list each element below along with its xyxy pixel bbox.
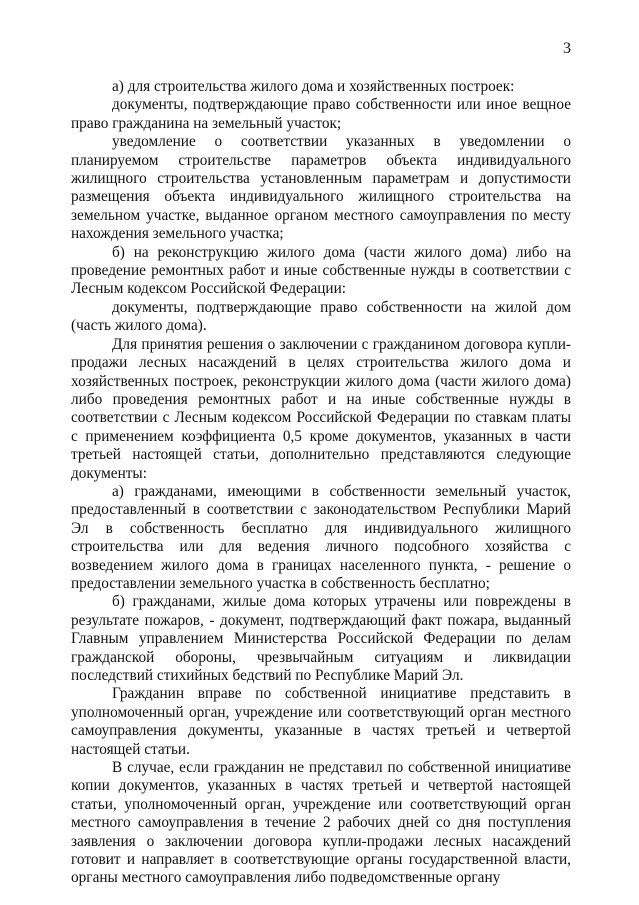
page-number: 3	[563, 40, 571, 57]
document-body	[71, 78, 571, 888]
paragraph-decision-requirements: Для принятия решения о заключении с гражданином договора купли-продажи лесных насаждений в целях строительства жилого дома и хозяйственных построек, реконструкции жилого дома (части жилого дома) либо проведения ремонтных работ и на иные собственные нужды в соответствии с Лесным кодексом Российской Федерации по ставкам платы с применением коэффициента 0,5 кроме документов, указанных в части третьей настоящей статьи, дополнительно представляются следующие документы:	[71, 335, 571, 482]
paragraph-land-ownership-documents: документы, подтверждающие право собственности или иное вещное право гражданина на земельный участок;	[71, 96, 571, 132]
paragraph-house-ownership-documents: документы, подтверждающие право собственности на жилой дом (часть жилого дома).	[71, 298, 571, 335]
paragraph-reconstruction-header: б) на реконструкцию жилого дома (части жилого дома) либо на проведение ремонтных работ и иные собственные нужды в соответствии с Лесным кодексом Российской Федерации:	[71, 243, 571, 298]
paragraph-interagency-request: В случае, если гражданин не представил по собственной инициативе копии документов, указанных в частях третьей и четвертой настоящей статьи, уполномоченный орган, учреждение или соответствующий орган местного самоуправления в течение 2 рабочих дней со дня поступления заявления о заключении договора купли-продажи лесных насаждений готовит и направляет в соответствующие органы государственной власти, органы местного самоуправления либо подведомственные органу	[71, 759, 571, 887]
paragraph-citizen-initiative: Гражданин вправе по собственной инициативе представить в уполномоченный орган, учреждение или соответствующий орган местного самоуправления документы, указанные в частях третьей и четвертой настоящей статьи.	[71, 685, 571, 758]
paragraph-land-plot-owners: а) гражданами, имеющими в собственности земельный участок, предоставленный в соответствии с законодательством Республики Марий Эл в собственность бесплатно для индивидуального жилищного строительства или для ведения личного подсобного хозяйства с возведением жилого дома в границах населенного пункта, - решение о предоставлении земельного участка в собственность бесплатно;	[71, 482, 571, 592]
paragraph-construction-notification: уведомление о соответствии указанных в уведомлении о планируемом строительстве параметров объекта индивидуального жилищного строительства установленным параметрам и допустимости размещения объекта индивидуального жилищного строительства на земельном участке, выданное органом местного самоуправления по месту нахождения земельного участка;	[71, 133, 571, 243]
paragraph-construction-header: а) для строительства жилого дома и хозяйственных построек:	[112, 78, 515, 95]
paragraph-fire-victims: б) гражданами, жилые дома которых утрачены или повреждены в результате пожаров, - документ, подтверждающий факт пожара, выданный Главным управлением Министерства Российской Федерации по делам гражданской обороны, чрезвычайным ситуациям и ликвидации последствий стихийных бедствий по Республике Марий Эл.	[71, 593, 571, 684]
